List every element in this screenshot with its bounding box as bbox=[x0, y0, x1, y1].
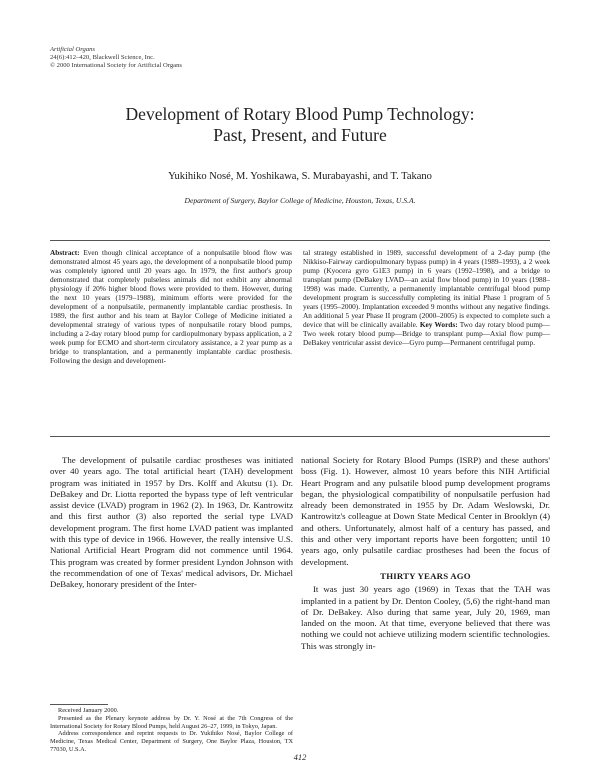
abstract-column-left bbox=[50, 248, 292, 365]
journal-name: Artificial Organs bbox=[50, 46, 95, 53]
body-paragraph: It was just 30 years ago (1969) in Texas that the TAH was implanted in a patient by Dr. Denton Cooley, (5,6) the right-hand man of Dr. DeBakey. Also during that same year, July 20, 1969, man landed on the moon. At that time, everyone believed that there was nothing we could not achieve utilizing modern scientific technologies. This was strongly in- bbox=[301, 584, 550, 651]
title-line-1: Development of Rotary Blood Pump Technology: bbox=[125, 104, 475, 124]
keywords-label: Key Words: bbox=[419, 320, 458, 329]
title-line-2: Past, Present, and Future bbox=[213, 125, 387, 145]
body-paragraph: The development of pulsatile cardiac prostheses was initiated over 40 years ago. The total artificial heart (TAH) development program was initiated in 1957 by Drs. Kolff and Akutsu (1). Dr. DeBakey and Dr. Liotta reported the bypass type of left ventricular assist device (LVAD) program in 1962 (2). In 1963, Dr. Kantrowitz and this first author (3) also reported the serial type LVAD development program. The first home LVAD patient was implanted with this type of device in 1966. However, the really intensive U.S. National Artificial Heart Program did not commence until 1964. This program was created by former president Lyndon Johnson with the recommendation of one of Texas' medical advisors, Dr. Michael DeBakey, honorary president of the Inter- bbox=[50, 455, 293, 590]
keywords-text: Two day rotary blood pump—Two week rotary blood pump—Bridge to transplant pump—Axial flow pump—DeBakey ventricular assist device—Gyro pump—Permanent centrifugal pump. bbox=[303, 320, 550, 347]
footnote-received: Received January 2000. bbox=[58, 707, 119, 714]
page-number: 412 bbox=[293, 752, 307, 762]
abstract-column-right bbox=[303, 248, 550, 347]
affiliation: Department of Surgery, Baylor College of Medicine, Houston, Texas, U.S.A. bbox=[184, 196, 416, 205]
author-list: Yukihiko Nosé, M. Yoshikawa, S. Murabayashi, and T. Takano bbox=[168, 171, 432, 182]
body-paragraph: national Society for Rotary Blood Pumps (ISRP) and these authors' boss (Fig. 1). However, almost 10 years before this NIH Artificial Heart Program and any pulsatile blood pump development programs began, the physiological compatibility of nonpulsatile perfusion had already been demonstrated in 1955 by Dr. Adam Weslowski, Dr. Kantrowitz's colleague at Down State Medical Center in Brooklyn (4) and others. Unfortunately, almost half of a century has passed, and this and other very important reports have been forgotten; until 10 years ago, only pulsatile cardiac prostheses had been the focus of development. bbox=[301, 455, 550, 567]
abstract-bottom-rule bbox=[50, 436, 550, 437]
footnote-rule bbox=[50, 704, 108, 705]
journal-citation: 24(6):412–420, Blackwell Science, Inc. bbox=[50, 54, 155, 61]
abstract-label: Abstract: bbox=[50, 248, 80, 257]
abstract-text-right: tal strategy established in 1989, successful development of a 2-day pump (the Nikkiso-Fairway cardiopulmonary bypass pump) in 4 years (1989–1993), a 2 week pump (Kyocera gyro G1E3 pump) in 6 years (1992–1998), and a bridge to transplant pump (DeBakey LVAD—an axial flow blood pump) in 10 years (1988–1998) was made. Currently, a permanently implantable centrifugal blood pump development program is successfully completing its initial Phase 1 program of 5 years (1995–2000). Implantation exceeded 9 months without any negative findings. An additional 5 year Phase II program (2000–2005) is expected to complete such a device that will be clinically available. bbox=[303, 248, 550, 329]
abstract-text-left: Even though clinical acceptance of a nonpulsatile blood flow was demonstrated almost 45 years ago, the development of a nonpulsatile blood pump was completely ignored until 20 years ago. In 1979, the first author's group demonstrated that completely pulseless animals did not exhibit any abnormal physiology if 20% higher blood flows were provided to them. However, during the next 10 years (1979–1988), minimum efforts were provided for the development of a nonpulsatile, permanently implantable cardiac prosthesis. In 1989, the first author and his team at Baylor College of Medicine initiated a developmental strategy of various types of nonpulsatile rotary blood pumps, including a 2-day rotary blood pump for cardiopulmonary bypass application, a 2 week pump for ECMO and short-term circulatory assistance, a 2 year pump as a bridge to transplantation, and a permanently implantable cardiac prosthesis. Following the design and development- bbox=[50, 248, 292, 365]
abstract-top-rule bbox=[50, 240, 550, 241]
footnote-address: Address correspondence and reprint requests to Dr. Yukihiko Nosé, Baylor College of Medicine, Texas Medical Center, Department of Surgery, One Baylor Plaza, Houston, TX 77030, U.S.A. bbox=[50, 730, 293, 753]
body-column-left bbox=[50, 455, 293, 591]
journal-copyright: © 2000 International Society for Artificial Organs bbox=[50, 62, 182, 69]
footnote-presented: Presented as the Plenary keynote address by Dr. Y. Nosé at the 7th Congress of the International Society for Rotary Blood Pumps, held August 26–27, 1999, in Tokyo, Japan. bbox=[50, 714, 293, 730]
body-column-right bbox=[301, 455, 550, 652]
paper-title bbox=[40, 104, 560, 146]
footnotes bbox=[50, 707, 293, 754]
section-heading: THIRTY YEARS AGO bbox=[380, 570, 471, 581]
journal-header bbox=[50, 46, 182, 70]
